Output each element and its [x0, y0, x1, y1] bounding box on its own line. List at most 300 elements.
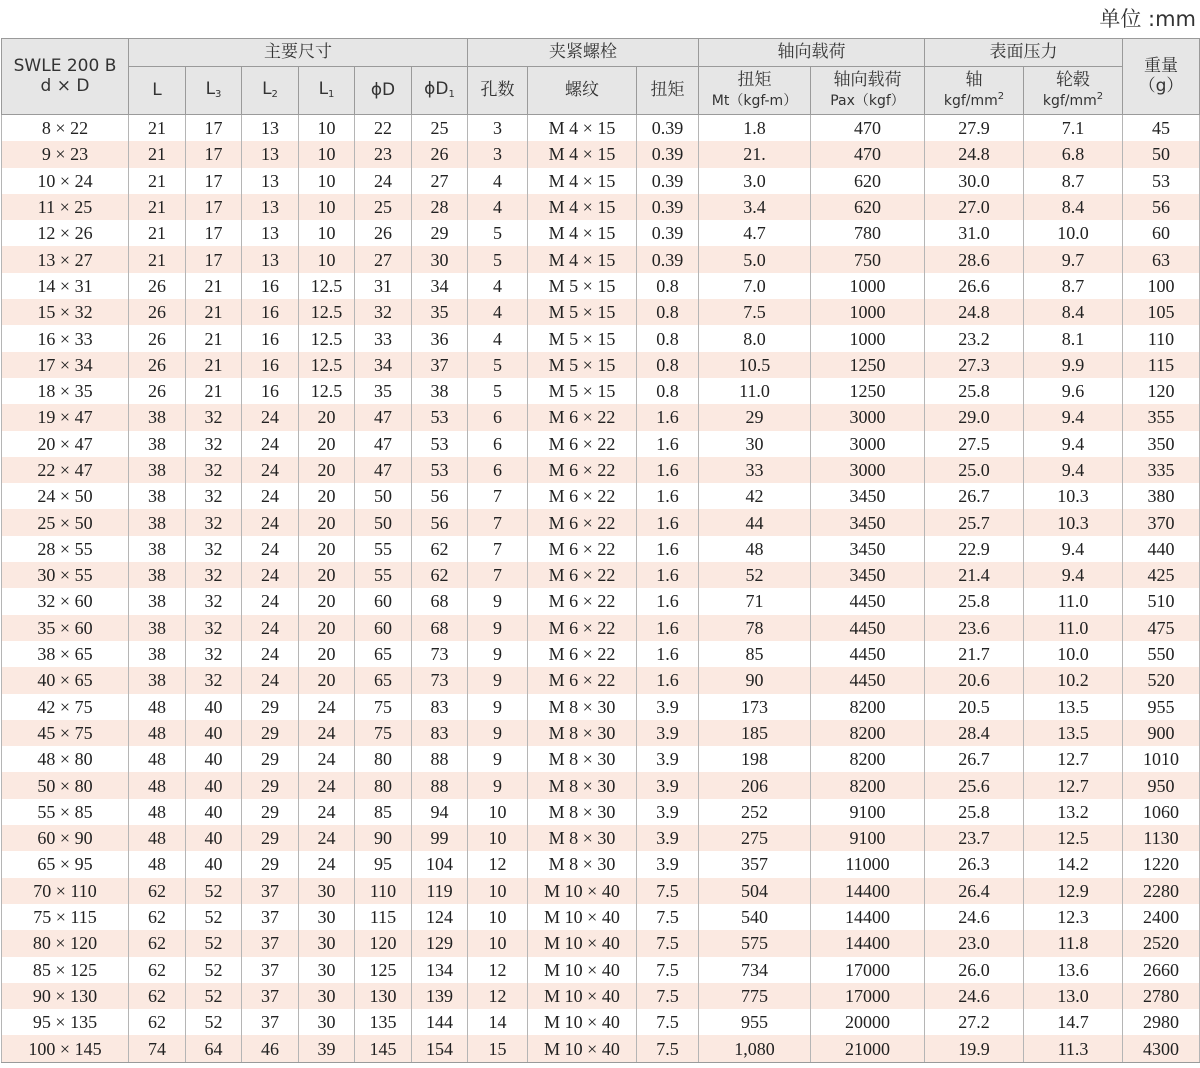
cell-D1: 68 — [412, 615, 468, 641]
cell-D: 33 — [355, 325, 412, 351]
cell-L: 48 — [129, 720, 186, 746]
cell-thread: M 8 × 30 — [528, 851, 637, 877]
cell-D: 27 — [355, 246, 412, 272]
cell-L2: 24 — [242, 615, 299, 641]
cell-hub-pressure: 6.8 — [1024, 141, 1123, 167]
cell-L2: 37 — [242, 983, 299, 1009]
col-header-L1 — [299, 67, 355, 115]
cell-L: 62 — [129, 878, 186, 904]
cell-L: 26 — [129, 273, 186, 299]
col-header-L3 — [186, 67, 242, 115]
cell-weight: 110 — [1123, 325, 1200, 351]
cell-mt: 775 — [699, 983, 811, 1009]
cell-pax: 1000 — [811, 325, 925, 351]
cell-pax: 21000 — [811, 1035, 925, 1062]
cell-mt: 206 — [699, 772, 811, 798]
cell-D: 125 — [355, 957, 412, 983]
cell-holes: 6 — [468, 431, 528, 457]
cell-mt: 7.5 — [699, 299, 811, 325]
cell-holes: 10 — [468, 825, 528, 851]
spec-table — [1, 38, 1200, 1063]
cell-D: 65 — [355, 641, 412, 667]
cell-L1: 20 — [299, 615, 355, 641]
cell-hub-pressure: 10.0 — [1024, 641, 1123, 667]
cell-thread: M 8 × 30 — [528, 746, 637, 772]
cell-pax: 11000 — [811, 851, 925, 877]
model-header-line2: d × D — [40, 75, 90, 96]
col-shaft-unit: kgf/mm — [943, 92, 998, 109]
cell-L3: 32 — [186, 536, 242, 562]
cell-D1: 35 — [412, 299, 468, 325]
cell-pax: 3000 — [811, 457, 925, 483]
cell-mt: 173 — [699, 694, 811, 720]
cell-D: 95 — [355, 851, 412, 877]
cell-weight: 475 — [1123, 615, 1200, 641]
cell-thread: M 10 × 40 — [528, 1035, 637, 1062]
cell-D: 115 — [355, 904, 412, 930]
cell-pax: 3450 — [811, 483, 925, 509]
table-row — [2, 457, 1200, 483]
table-row — [2, 378, 1200, 404]
cell-pax: 17000 — [811, 983, 925, 1009]
col-header-pax — [811, 67, 925, 115]
cell-D1: 83 — [412, 694, 468, 720]
cell-D: 35 — [355, 378, 412, 404]
cell-L1: 10 — [299, 194, 355, 220]
cell-L: 38 — [129, 615, 186, 641]
cell-size: 14 × 31 — [2, 273, 129, 299]
cell-bolt-torque: 0.39 — [637, 115, 699, 142]
cell-L2: 13 — [242, 141, 299, 167]
cell-mt: 21. — [699, 141, 811, 167]
cell-D1: 99 — [412, 825, 468, 851]
cell-L3: 32 — [186, 404, 242, 430]
cell-thread: M 6 × 22 — [528, 509, 637, 535]
cell-D: 65 — [355, 667, 412, 693]
cell-bolt-torque: 0.39 — [637, 194, 699, 220]
cell-holes: 10 — [468, 930, 528, 956]
table-row — [2, 641, 1200, 667]
unit-label: 单位 :mm — [1099, 7, 1196, 31]
col-header-thread: 螺纹 — [528, 67, 637, 115]
cell-size: 75 × 115 — [2, 904, 129, 930]
cell-D: 130 — [355, 983, 412, 1009]
table-row — [2, 588, 1200, 614]
cell-L3: 17 — [186, 194, 242, 220]
cell-holes: 10 — [468, 799, 528, 825]
cell-L3: 32 — [186, 562, 242, 588]
cell-thread: M 6 × 22 — [528, 457, 637, 483]
cell-L2: 37 — [242, 957, 299, 983]
cell-pax: 17000 — [811, 957, 925, 983]
cell-mt: 185 — [699, 720, 811, 746]
cell-shaft-pressure: 25.8 — [925, 378, 1024, 404]
cell-mt: 85 — [699, 641, 811, 667]
cell-shaft-pressure: 24.8 — [925, 141, 1024, 167]
cell-thread: M 6 × 22 — [528, 483, 637, 509]
cell-thread: M 4 × 15 — [528, 115, 637, 142]
cell-shaft-pressure: 23.0 — [925, 930, 1024, 956]
cell-thread: M 10 × 40 — [528, 930, 637, 956]
cell-L2: 24 — [242, 457, 299, 483]
cell-L: 21 — [129, 246, 186, 272]
cell-D1: 73 — [412, 667, 468, 693]
cell-shaft-pressure: 27.9 — [925, 115, 1024, 142]
col-shaft-label: 轴 — [965, 69, 983, 90]
cell-holes: 9 — [468, 588, 528, 614]
cell-hub-pressure: 12.3 — [1024, 904, 1123, 930]
cell-holes: 4 — [468, 273, 528, 299]
cell-L1: 24 — [299, 799, 355, 825]
cell-L3: 40 — [186, 772, 242, 798]
cell-thread: M 5 × 15 — [528, 273, 637, 299]
cell-L3: 32 — [186, 509, 242, 535]
cell-holes: 7 — [468, 509, 528, 535]
cell-holes: 4 — [468, 299, 528, 325]
table-row — [2, 1009, 1200, 1035]
cell-D: 90 — [355, 825, 412, 851]
cell-hub-pressure: 12.5 — [1024, 825, 1123, 851]
cell-holes: 10 — [468, 904, 528, 930]
table-row — [2, 246, 1200, 272]
cell-thread: M 5 × 15 — [528, 378, 637, 404]
group-clamp-bolt: 夹紧螺栓 — [468, 39, 699, 67]
cell-bolt-torque: 7.5 — [637, 878, 699, 904]
cell-pax: 1250 — [811, 378, 925, 404]
cell-L2: 13 — [242, 168, 299, 194]
cell-mt: 42 — [699, 483, 811, 509]
cell-bolt-torque: 0.8 — [637, 299, 699, 325]
cell-L: 62 — [129, 983, 186, 1009]
cell-size: 18 × 35 — [2, 378, 129, 404]
cell-hub-pressure: 14.2 — [1024, 851, 1123, 877]
cell-D: 55 — [355, 536, 412, 562]
cell-size: 13 × 27 — [2, 246, 129, 272]
cell-pax: 9100 — [811, 825, 925, 851]
cell-pax: 1000 — [811, 273, 925, 299]
cell-L3: 52 — [186, 957, 242, 983]
cell-weight: 955 — [1123, 694, 1200, 720]
cell-D1: 53 — [412, 431, 468, 457]
weight-header-label: 重量 — [1144, 55, 1178, 76]
cell-size: 25 × 50 — [2, 509, 129, 535]
cell-size: 38 × 65 — [2, 641, 129, 667]
cell-bolt-torque: 3.9 — [637, 746, 699, 772]
cell-L2: 24 — [242, 404, 299, 430]
table-row — [2, 983, 1200, 1009]
cell-L1: 30 — [299, 957, 355, 983]
cell-D: 25 — [355, 194, 412, 220]
col-header-bolt-torque: 扭矩 — [637, 67, 699, 115]
table-row — [2, 220, 1200, 246]
cell-thread: M 10 × 40 — [528, 1009, 637, 1035]
cell-L2: 24 — [242, 667, 299, 693]
cell-bolt-torque: 0.8 — [637, 273, 699, 299]
cell-weight: 4300 — [1123, 1035, 1200, 1062]
cell-holes: 10 — [468, 878, 528, 904]
cell-hub-pressure: 11.3 — [1024, 1035, 1123, 1062]
cell-L1: 20 — [299, 457, 355, 483]
cell-L2: 29 — [242, 720, 299, 746]
cell-L: 21 — [129, 168, 186, 194]
cell-D1: 134 — [412, 957, 468, 983]
cell-L2: 13 — [242, 246, 299, 272]
cell-L: 26 — [129, 325, 186, 351]
cell-pax: 3000 — [811, 431, 925, 457]
cell-bolt-torque: 1.6 — [637, 641, 699, 667]
cell-bolt-torque: 7.5 — [637, 1009, 699, 1035]
cell-L2: 37 — [242, 1009, 299, 1035]
cell-bolt-torque: 3.9 — [637, 825, 699, 851]
cell-L: 38 — [129, 588, 186, 614]
cell-bolt-torque: 1.6 — [637, 667, 699, 693]
cell-mt: 29 — [699, 404, 811, 430]
cell-pax: 3000 — [811, 404, 925, 430]
table-row — [2, 509, 1200, 535]
cell-L: 48 — [129, 825, 186, 851]
cell-L1: 24 — [299, 772, 355, 798]
cell-shaft-pressure: 26.7 — [925, 483, 1024, 509]
cell-D: 32 — [355, 299, 412, 325]
cell-L1: 20 — [299, 509, 355, 535]
table-row — [2, 431, 1200, 457]
cell-L1: 20 — [299, 431, 355, 457]
cell-D1: 30 — [412, 246, 468, 272]
cell-L1: 12.5 — [299, 378, 355, 404]
cell-shaft-pressure: 26.6 — [925, 273, 1024, 299]
col-L2-sub: 2 — [271, 89, 278, 101]
cell-hub-pressure: 8.7 — [1024, 273, 1123, 299]
cell-L1: 20 — [299, 562, 355, 588]
cell-holes: 9 — [468, 772, 528, 798]
cell-L: 38 — [129, 562, 186, 588]
cell-shaft-pressure: 21.4 — [925, 562, 1024, 588]
cell-hub-pressure: 13.6 — [1024, 957, 1123, 983]
cell-D1: 73 — [412, 641, 468, 667]
cell-mt: 504 — [699, 878, 811, 904]
cell-bolt-torque: 1.6 — [637, 615, 699, 641]
cell-D: 75 — [355, 720, 412, 746]
cell-D: 80 — [355, 746, 412, 772]
cell-hub-pressure: 9.7 — [1024, 246, 1123, 272]
cell-D: 47 — [355, 457, 412, 483]
cell-L1: 39 — [299, 1035, 355, 1062]
cell-L1: 12.5 — [299, 325, 355, 351]
cell-size: 30 × 55 — [2, 562, 129, 588]
table-row — [2, 694, 1200, 720]
cell-D1: 154 — [412, 1035, 468, 1062]
cell-shaft-pressure: 21.7 — [925, 641, 1024, 667]
cell-bolt-torque: 1.6 — [637, 588, 699, 614]
cell-hub-pressure: 12.7 — [1024, 772, 1123, 798]
cell-thread: M 6 × 22 — [528, 536, 637, 562]
cell-thread: M 10 × 40 — [528, 878, 637, 904]
table-row — [2, 930, 1200, 956]
cell-hub-pressure: 10.3 — [1024, 509, 1123, 535]
cell-mt: 1.8 — [699, 115, 811, 142]
cell-shaft-pressure: 26.4 — [925, 878, 1024, 904]
cell-L3: 17 — [186, 220, 242, 246]
cell-thread: M 4 × 15 — [528, 194, 637, 220]
cell-pax: 8200 — [811, 746, 925, 772]
cell-holes: 12 — [468, 983, 528, 1009]
cell-L3: 40 — [186, 694, 242, 720]
col-header-mt — [699, 67, 811, 115]
table-row — [2, 194, 1200, 220]
cell-L1: 20 — [299, 588, 355, 614]
col-mt-label: 扭矩 — [737, 69, 772, 90]
cell-L: 48 — [129, 694, 186, 720]
cell-weight: 370 — [1123, 509, 1200, 535]
col-hub-unit: kgf/mm — [1042, 92, 1097, 109]
weight-header — [1123, 39, 1200, 115]
cell-thread: M 4 × 15 — [528, 220, 637, 246]
cell-thread: M 8 × 30 — [528, 694, 637, 720]
cell-L1: 24 — [299, 851, 355, 877]
table-row — [2, 851, 1200, 877]
cell-mt: 5.0 — [699, 246, 811, 272]
table-row — [2, 168, 1200, 194]
cell-L3: 21 — [186, 273, 242, 299]
cell-D1: 56 — [412, 509, 468, 535]
cell-size: 90 × 130 — [2, 983, 129, 1009]
cell-D: 80 — [355, 772, 412, 798]
table-row — [2, 562, 1200, 588]
cell-D1: 144 — [412, 1009, 468, 1035]
cell-D1: 124 — [412, 904, 468, 930]
cell-L: 26 — [129, 352, 186, 378]
cell-pax: 4450 — [811, 641, 925, 667]
table-body — [2, 115, 1200, 1063]
cell-weight: 900 — [1123, 720, 1200, 746]
table-row — [2, 325, 1200, 351]
col-L1-label: L — [318, 79, 329, 100]
cell-mt: 90 — [699, 667, 811, 693]
cell-holes: 6 — [468, 404, 528, 430]
cell-D: 23 — [355, 141, 412, 167]
cell-thread: M 10 × 40 — [528, 983, 637, 1009]
cell-L: 38 — [129, 431, 186, 457]
cell-size: 40 × 65 — [2, 667, 129, 693]
model-header — [2, 39, 129, 115]
cell-mt: 3.0 — [699, 168, 811, 194]
cell-mt: 540 — [699, 904, 811, 930]
cell-L1: 12.5 — [299, 352, 355, 378]
cell-mt: 8.0 — [699, 325, 811, 351]
cell-holes: 9 — [468, 720, 528, 746]
cell-shaft-pressure: 27.5 — [925, 431, 1024, 457]
cell-D: 135 — [355, 1009, 412, 1035]
cell-L3: 17 — [186, 246, 242, 272]
cell-mt: 48 — [699, 536, 811, 562]
cell-L1: 20 — [299, 536, 355, 562]
cell-weight: 440 — [1123, 536, 1200, 562]
cell-D: 75 — [355, 694, 412, 720]
cell-L2: 24 — [242, 509, 299, 535]
cell-holes: 7 — [468, 483, 528, 509]
cell-mt: 357 — [699, 851, 811, 877]
cell-pax: 1250 — [811, 352, 925, 378]
cell-bolt-torque: 1.6 — [637, 536, 699, 562]
col-shaft-sup: 2 — [997, 90, 1005, 102]
cell-size: 95 × 135 — [2, 1009, 129, 1035]
cell-hub-pressure: 10.3 — [1024, 483, 1123, 509]
cell-hub-pressure: 8.4 — [1024, 299, 1123, 325]
cell-holes: 5 — [468, 246, 528, 272]
cell-holes: 4 — [468, 194, 528, 220]
cell-mt: 30 — [699, 431, 811, 457]
cell-pax: 14400 — [811, 930, 925, 956]
cell-D: 47 — [355, 431, 412, 457]
cell-hub-pressure: 13.0 — [1024, 983, 1123, 1009]
cell-L1: 12.5 — [299, 299, 355, 325]
cell-size: 17 × 34 — [2, 352, 129, 378]
cell-D: 120 — [355, 930, 412, 956]
cell-L2: 29 — [242, 825, 299, 851]
cell-L3: 40 — [186, 720, 242, 746]
cell-L2: 37 — [242, 904, 299, 930]
table-row — [2, 667, 1200, 693]
cell-bolt-torque: 0.39 — [637, 168, 699, 194]
cell-L1: 10 — [299, 141, 355, 167]
cell-D: 31 — [355, 273, 412, 299]
cell-L: 38 — [129, 509, 186, 535]
cell-D1: 62 — [412, 562, 468, 588]
cell-L3: 40 — [186, 825, 242, 851]
cell-mt: 7.0 — [699, 273, 811, 299]
cell-size: 28 × 55 — [2, 536, 129, 562]
cell-shaft-pressure: 27.0 — [925, 194, 1024, 220]
cell-L2: 37 — [242, 930, 299, 956]
cell-L1: 10 — [299, 246, 355, 272]
cell-L2: 24 — [242, 562, 299, 588]
cell-hub-pressure: 9.4 — [1024, 431, 1123, 457]
cell-pax: 8200 — [811, 720, 925, 746]
cell-mt: 734 — [699, 957, 811, 983]
cell-bolt-torque: 7.5 — [637, 904, 699, 930]
cell-D1: 119 — [412, 878, 468, 904]
table-row — [2, 273, 1200, 299]
cell-mt: 955 — [699, 1009, 811, 1035]
cell-size: 20 × 47 — [2, 431, 129, 457]
cell-hub-pressure: 8.4 — [1024, 194, 1123, 220]
cell-L2: 16 — [242, 352, 299, 378]
cell-thread: M 8 × 30 — [528, 720, 637, 746]
cell-bolt-torque: 1.6 — [637, 562, 699, 588]
cell-pax: 750 — [811, 246, 925, 272]
cell-bolt-torque: 1.6 — [637, 457, 699, 483]
cell-L1: 10 — [299, 220, 355, 246]
cell-L1: 10 — [299, 115, 355, 142]
cell-hub-pressure: 12.7 — [1024, 746, 1123, 772]
cell-L2: 29 — [242, 851, 299, 877]
cell-thread: M 6 × 22 — [528, 562, 637, 588]
cell-bolt-torque: 7.5 — [637, 1035, 699, 1062]
cell-bolt-torque: 3.9 — [637, 694, 699, 720]
table-row — [2, 1035, 1200, 1062]
cell-shaft-pressure: 26.7 — [925, 746, 1024, 772]
cell-size: 16 × 33 — [2, 325, 129, 351]
cell-thread: M 6 × 22 — [528, 404, 637, 430]
cell-pax: 3450 — [811, 536, 925, 562]
cell-thread: M 10 × 40 — [528, 904, 637, 930]
cell-size: 80 × 120 — [2, 930, 129, 956]
cell-holes: 3 — [468, 115, 528, 142]
cell-pax: 14400 — [811, 878, 925, 904]
cell-hub-pressure: 11.0 — [1024, 615, 1123, 641]
cell-L: 62 — [129, 930, 186, 956]
cell-D: 110 — [355, 878, 412, 904]
